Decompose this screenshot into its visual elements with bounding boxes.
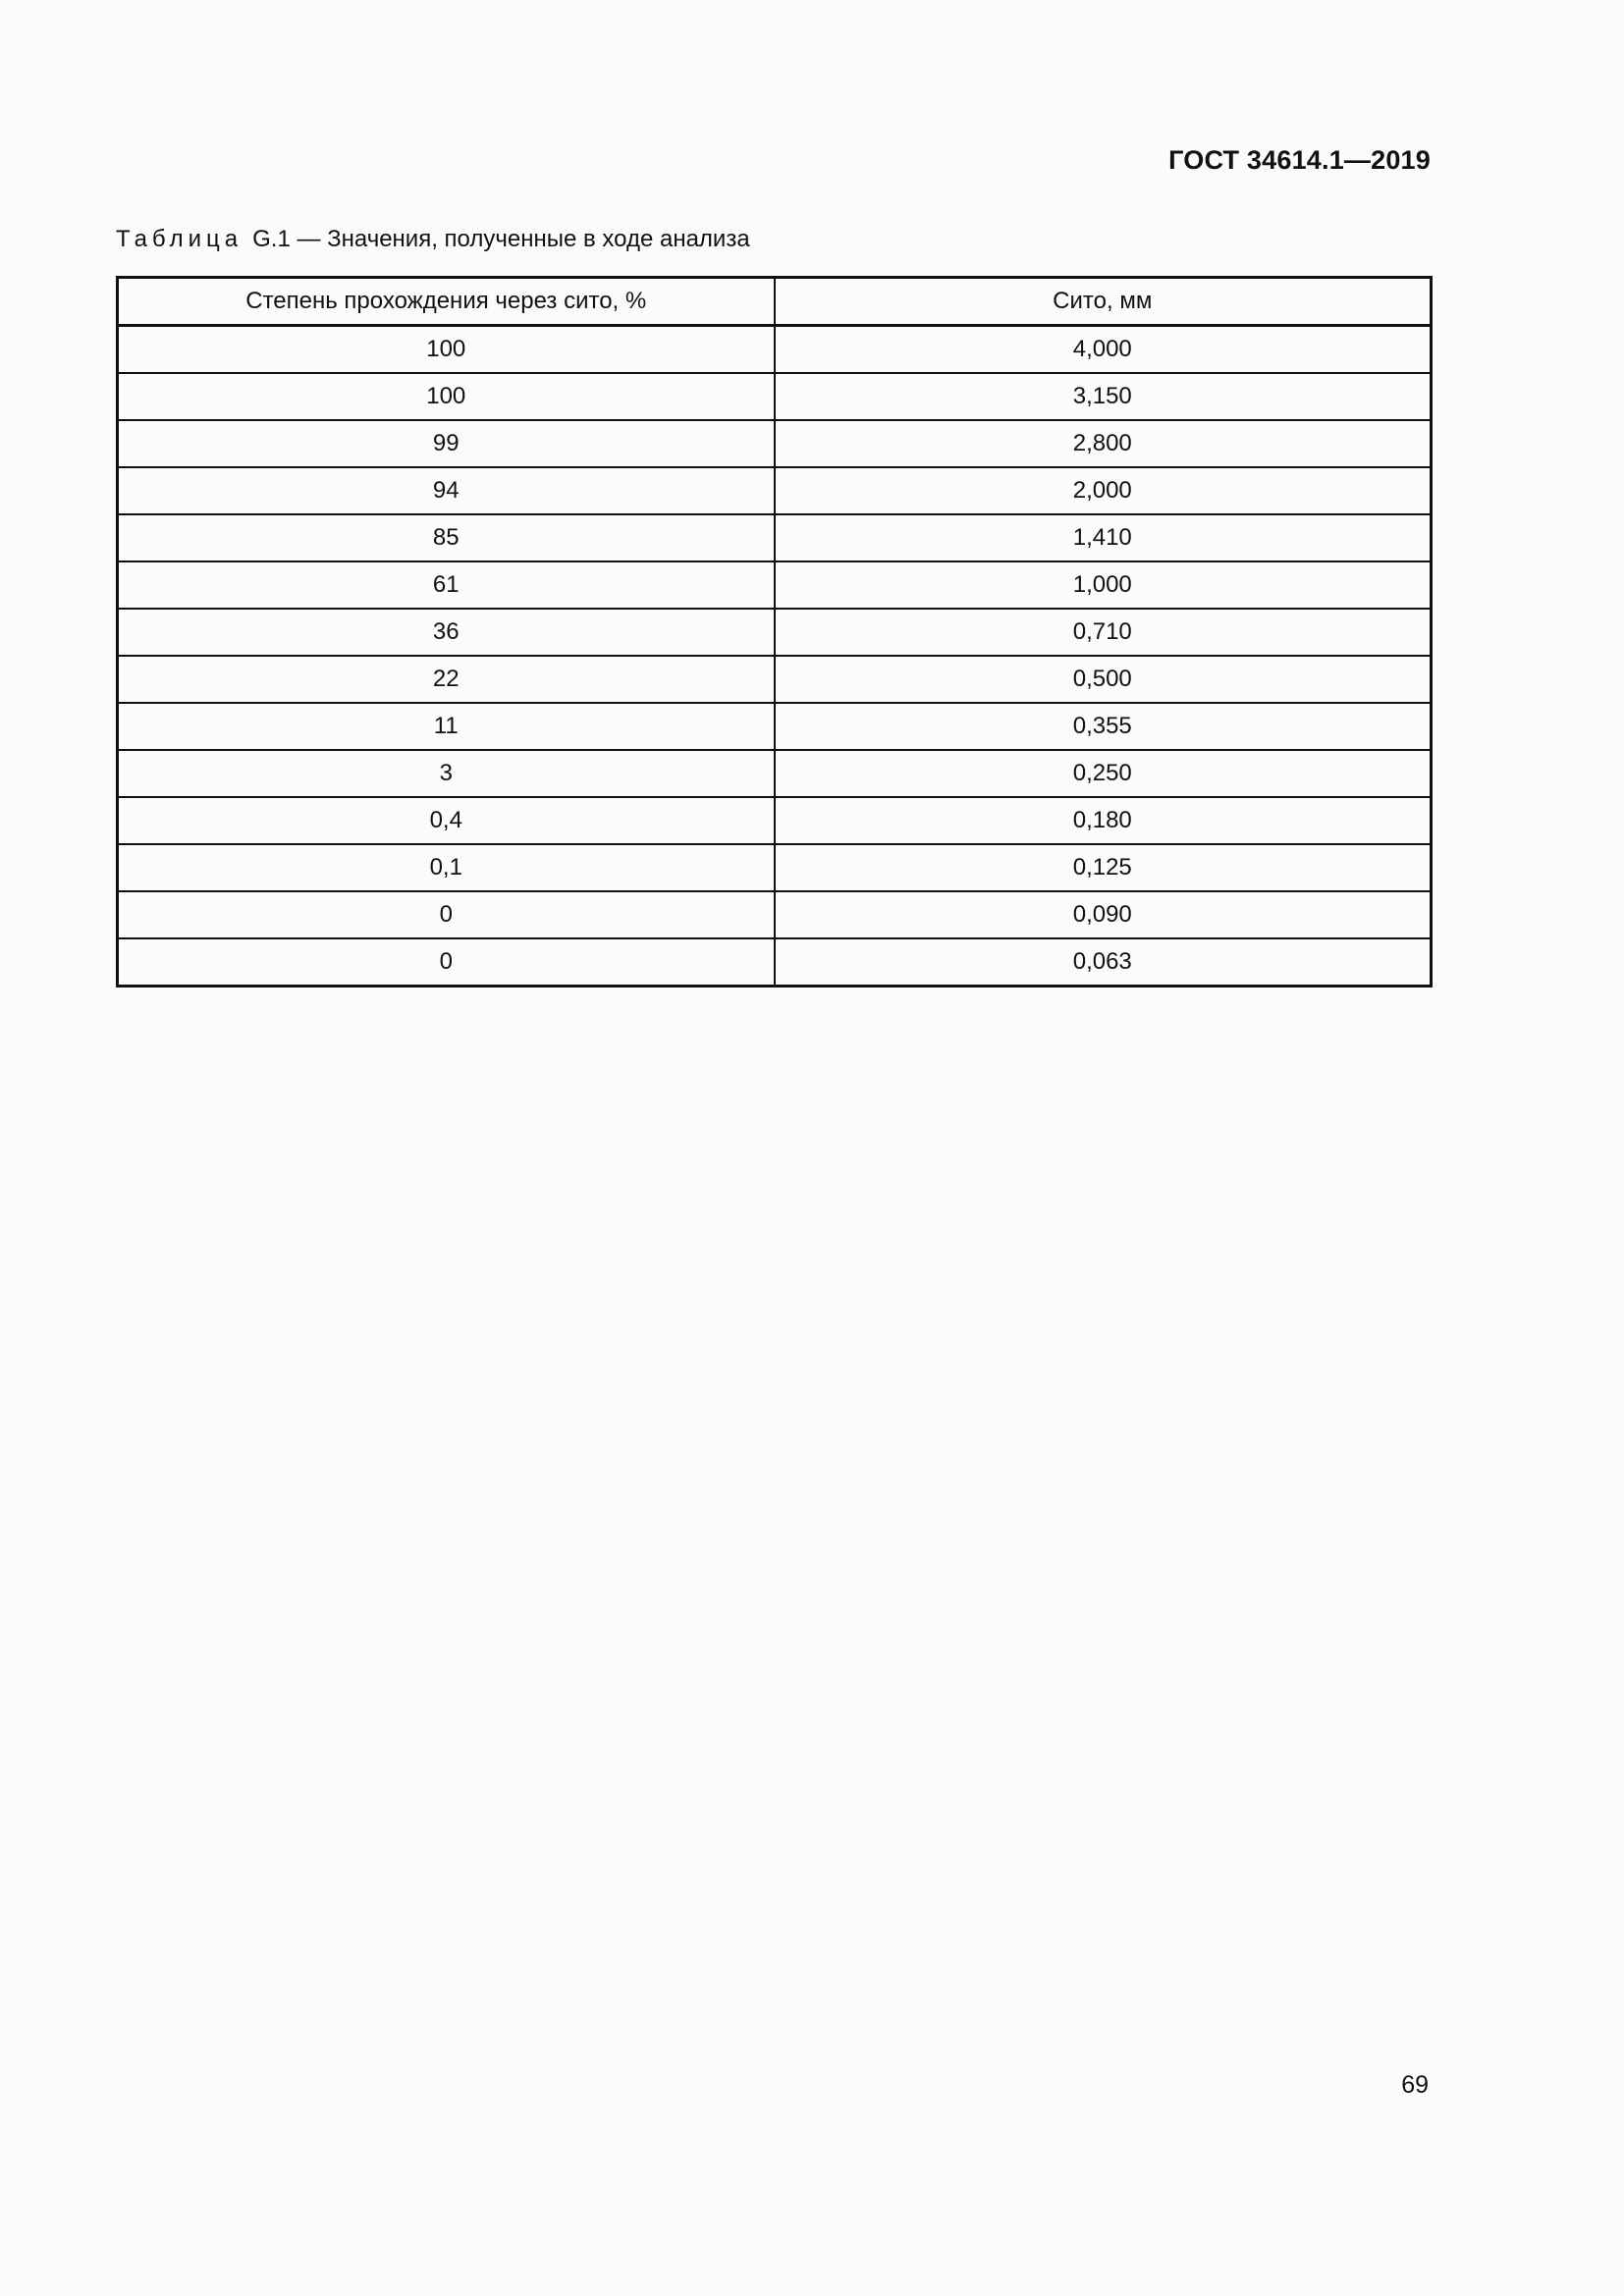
table-cell: 11 (118, 703, 775, 750)
table-cell: 100 (118, 373, 775, 420)
table-cell: 1,000 (775, 561, 1432, 609)
table-cell: 0,090 (775, 891, 1432, 938)
data-table (116, 276, 1433, 988)
table-row (118, 891, 1432, 938)
table-cell: 0,4 (118, 797, 775, 844)
table-caption-text: G.1 — Значения, полученные в ходе анализа (252, 226, 750, 252)
table-cell: 1,410 (775, 514, 1432, 561)
table-row (118, 609, 1432, 656)
table-cell: 100 (118, 326, 775, 374)
table-cell: 0,125 (775, 844, 1432, 891)
table-cell: 61 (118, 561, 775, 609)
table-body (118, 326, 1432, 987)
table-cell: 0 (118, 891, 775, 938)
table-row (118, 750, 1432, 797)
table-row (118, 797, 1432, 844)
table-cell: 0 (118, 938, 775, 987)
table-caption-prefix: Таблица (116, 226, 244, 252)
table-row (118, 420, 1432, 467)
table-row (118, 514, 1432, 561)
table-header-row (118, 278, 1432, 326)
table-row (118, 703, 1432, 750)
table-cell: 85 (118, 514, 775, 561)
table-row (118, 844, 1432, 891)
table-cell: 0,500 (775, 656, 1432, 703)
table-row (118, 326, 1432, 374)
table-cell: 94 (118, 467, 775, 514)
column-header-sieve-mm: Сито, мм (775, 278, 1432, 326)
table-cell: 0,180 (775, 797, 1432, 844)
table-row (118, 467, 1432, 514)
table-caption (116, 226, 750, 253)
table-cell: 2,800 (775, 420, 1432, 467)
document-code: ГОСТ 34614.1—2019 (1168, 145, 1431, 175)
table-cell: 99 (118, 420, 775, 467)
table-row (118, 656, 1432, 703)
table-row (118, 938, 1432, 987)
table-cell: 3,150 (775, 373, 1432, 420)
page-number: 69 (1401, 2071, 1429, 2099)
table-cell: 0,355 (775, 703, 1432, 750)
table-cell: 22 (118, 656, 775, 703)
table-cell: 0,063 (775, 938, 1432, 987)
table-cell: 4,000 (775, 326, 1432, 374)
table-cell: 0,710 (775, 609, 1432, 656)
table-cell: 0,1 (118, 844, 775, 891)
table-cell: 36 (118, 609, 775, 656)
table-cell: 2,000 (775, 467, 1432, 514)
table-row (118, 561, 1432, 609)
table-cell: 3 (118, 750, 775, 797)
table-row (118, 373, 1432, 420)
table-cell: 0,250 (775, 750, 1432, 797)
column-header-passing-percent: Степень прохождения через сито, % (118, 278, 775, 326)
